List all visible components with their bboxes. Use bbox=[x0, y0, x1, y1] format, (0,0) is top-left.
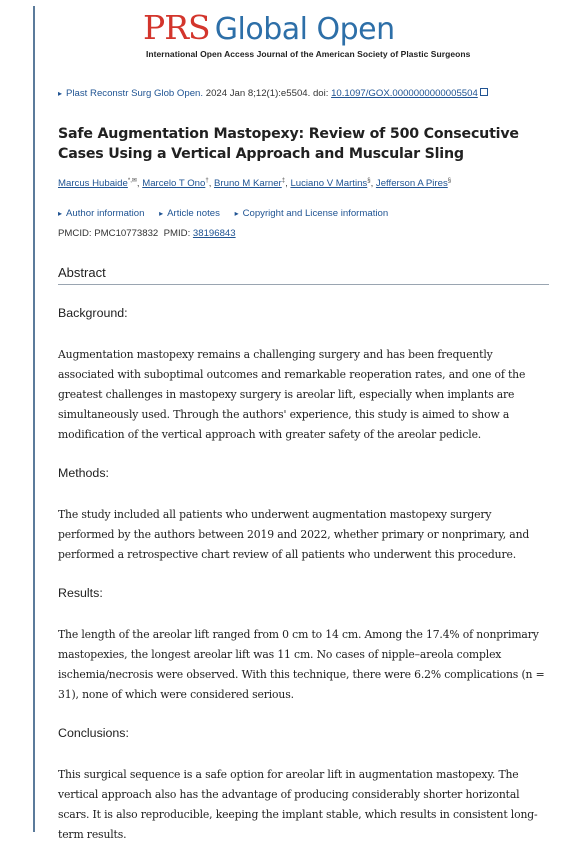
background-heading: Background: bbox=[58, 306, 128, 320]
triangle-right-icon: ▸ bbox=[58, 89, 63, 98]
article-notes-link[interactable]: Article notes bbox=[167, 208, 220, 219]
author-link[interactable]: Marcus Hubaide bbox=[58, 178, 128, 190]
pmid-label: PMID: bbox=[163, 228, 193, 239]
author-affiliation-mark: ‡ bbox=[281, 178, 286, 184]
triangle-right-icon: ▸ bbox=[159, 209, 164, 218]
journal-citation-link[interactable]: Plast Reconstr Surg Glob Open. bbox=[66, 88, 204, 99]
methods-text: The study included all patients who underwent augmentation mastopexy surgery performed by the authors between 2019 and 2022, whether primary or nonprimary, and performed a retrospective chart review of all patients who underwent this procedure. bbox=[58, 508, 530, 561]
logo-global-open: Global Open bbox=[214, 12, 395, 47]
abstract-divider bbox=[58, 284, 549, 285]
author-link[interactable]: Jefferson A Pires bbox=[375, 178, 448, 190]
citation-line bbox=[58, 88, 488, 99]
author-list: Marcus Hubaide*,✉, Marcelo T Ono†, Bruno M Karner‡, Luciano V Martins§, Jefferson A Pires§ bbox=[58, 178, 452, 190]
left-border-rule bbox=[33, 6, 35, 832]
pmid-link[interactable]: 38196843 bbox=[192, 228, 236, 239]
external-link-icon bbox=[480, 88, 488, 96]
doi-link[interactable]: 10.1097/GOX.0000000000005504 bbox=[331, 88, 478, 99]
article-meta-links bbox=[58, 208, 400, 219]
article-title: Safe Augmentation Mastopexy: Review of 500 Consecutive Cases Using a Vertical Approach and Muscular Sling bbox=[58, 126, 519, 162]
logo-prs: PRS bbox=[143, 8, 210, 47]
author-link[interactable]: Bruno M Karner bbox=[214, 178, 282, 190]
results-text: The length of the areolar lift ranged from 0 cm to 14 cm. Among the 17.4% of nonprimary mastopexies, the longest areolar lift was 11 cm. No cases of nipple–areola complex ischemia/necrosis were observed. With this technique, there were 6.2% complications (n = 31), none of which were considered serious. bbox=[58, 628, 545, 701]
abstract-heading: Abstract bbox=[58, 265, 106, 280]
conclusions-text: This surgical sequence is a safe option for areolar lift in augmentation mastopexy. The vertical approach also has the advantage of producing considerably shorter horizontal scars. It is also reproducible, keeping the implant stable, which results in consistent long-term results. bbox=[58, 768, 538, 841]
author-link[interactable]: Luciano V Martins bbox=[290, 178, 368, 190]
triangle-right-icon: ▸ bbox=[234, 209, 239, 218]
methods-heading: Methods: bbox=[58, 466, 109, 480]
author-affiliation-mark: † bbox=[205, 178, 209, 184]
journal-logo[interactable] bbox=[143, 8, 395, 48]
journal-subtitle: International Open Access Journal of the American Society of Plastic Surgeons bbox=[146, 49, 471, 59]
article-ids bbox=[58, 228, 236, 239]
copyright-license-link[interactable]: Copyright and License information bbox=[242, 208, 389, 219]
results-heading: Results: bbox=[58, 586, 103, 600]
author-affiliation-mark: § bbox=[367, 178, 371, 184]
triangle-right-icon: ▸ bbox=[58, 209, 63, 218]
pmcid: PMCID: PMC10773832 bbox=[58, 228, 159, 239]
citation-details: 2024 Jan 8;12(1):e5504. doi: bbox=[203, 88, 332, 99]
conclusions-heading: Conclusions: bbox=[58, 726, 129, 740]
author-link[interactable]: Marcelo T Ono bbox=[142, 178, 206, 190]
author-affiliation-mark: *,✉ bbox=[127, 178, 137, 184]
background-text: Augmentation mastopexy remains a challenging surgery and has been frequently associated with suboptimal outcomes and remarkable reoperation rates, and one of the greatest challenges in mastopexy surgery is areolar lift, especially when implants are simultaneously used. Through the authors' experience, this study is aimed to show a modification of the vertical approach with greater safety of the areolar pedicle. bbox=[58, 348, 526, 441]
author-information-link[interactable]: Author information bbox=[66, 208, 145, 219]
author-affiliation-mark: § bbox=[447, 178, 452, 184]
